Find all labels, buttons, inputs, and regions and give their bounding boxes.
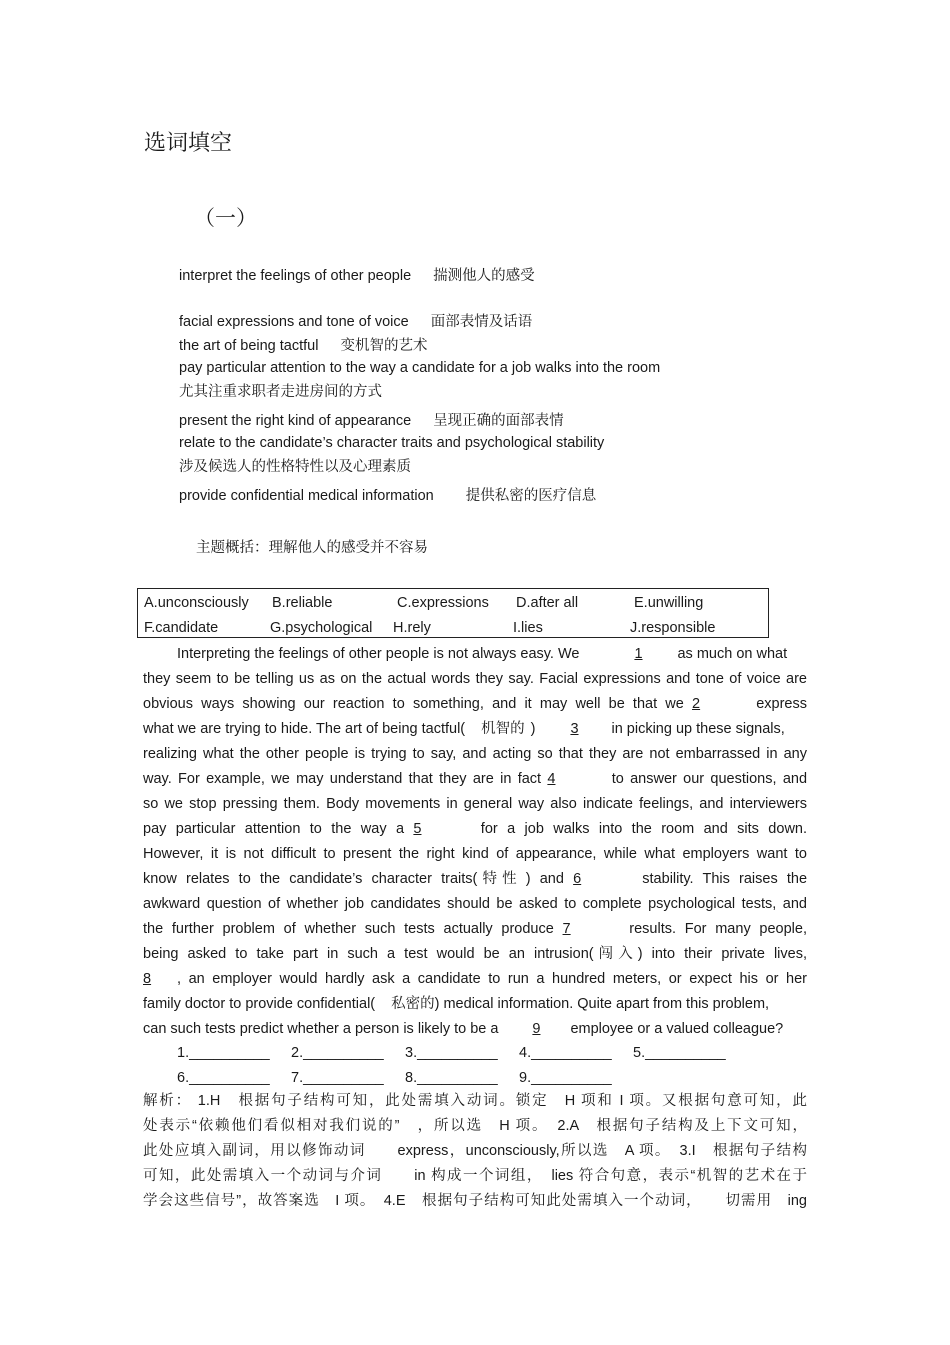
answer-slot[interactable]: 2.__________ [291, 1045, 384, 1061]
blank-3[interactable]: 3 [570, 721, 579, 737]
phrase-english: the art of being tactful [179, 338, 319, 354]
answer-row [177, 1070, 633, 1086]
word-bank [137, 588, 769, 638]
option-d: D.after all [516, 595, 579, 611]
phrase-item [179, 435, 604, 476]
phrase-item [179, 264, 535, 285]
passage-line: 8 , an employer would hardly ask a candidate to run a hundred meters, or expect his or her [143, 967, 807, 992]
passage [143, 642, 807, 1042]
passage-line: way. For example, we may understand that they are in fact 4 to answer our questions, and [143, 767, 807, 792]
phrase-english: facial expressions and tone of voice [179, 314, 409, 330]
option-i: I.lies [513, 620, 543, 636]
option-g: G.psychological [270, 620, 373, 636]
phrase-item [179, 334, 427, 355]
option-f: F.candidate [144, 620, 219, 636]
phrase-english: relate to the candidate’s character traits and psychological stability [179, 435, 605, 451]
phrase-item [179, 310, 532, 331]
passage-line: know relates to the candidate’s character traits(特性 ) and 6 stability. This raises the [143, 867, 807, 892]
explanation-line: 处表示“依赖他们看似相对我们说的” ，所以选 H 项。 2.A 根据句子结构及上下文可知， [143, 1118, 807, 1134]
phrase-chinese: 提供私密的医疗信息 [465, 488, 597, 504]
option-a: A.unconsciously [144, 595, 249, 611]
phrase-chinese: 变机智的艺术 [340, 338, 428, 354]
passage-line: being asked to take part in such a test would be an intrusion(闯入) into their private lives, [143, 946, 807, 962]
blank-7[interactable]: 7 [562, 921, 571, 937]
phrase-chinese: 揣测他人的感受 [433, 268, 535, 284]
passage-line: pay particular attention to the way a 5 for a job walks into the room and sits down. [143, 817, 807, 842]
blank-8[interactable]: 8 [143, 971, 152, 987]
explanation-line: 可知，此处需填入一个动词与介词 in 构成一个词组， lies 符合句意，表示“机智的艺术在于 [143, 1168, 807, 1184]
answer-slot[interactable]: 7.__________ [291, 1070, 384, 1086]
passage-line: However, it is not difficult to present the right kind of appearance, while what employers want to [143, 846, 807, 862]
explanation-line: 学会这些信号”，故答案选 I 项。 4.E 根据句子结构可知此处需填入一个动词， 切需用 ing [143, 1193, 807, 1209]
page-title: 选词填空 [144, 130, 233, 155]
passage-line: so we stop pressing them. Body movements in general way also indicate feelings, and interviewers [143, 796, 807, 812]
blank-1[interactable]: 1 [634, 646, 643, 662]
phrase-item [179, 360, 660, 401]
answer-slot[interactable]: 5.__________ [633, 1045, 726, 1061]
answer-slot[interactable]: 9.__________ [519, 1070, 612, 1086]
theme-summary: 主题概括：理解他人的感受并不容易 [196, 540, 428, 556]
explanation-line: 此处应填入副词，用以修饰动词 express，unconsciously,所以选 A 项。 3.I 根据句子结构 [143, 1143, 807, 1159]
phrase-item [179, 484, 596, 505]
passage-line: the further problem of whether such tests actually produce 7 results. For many people, [143, 917, 807, 942]
option-c: C.expressions [397, 595, 489, 611]
answer-slot[interactable]: 1.__________ [177, 1045, 270, 1061]
passage-line: realizing what the other people is trying to say, and acting so that they are not embarrassed in any [143, 746, 807, 762]
answer-row [177, 1045, 747, 1061]
passage-line: obvious ways showing our reaction to something, and it may well be that we 2 express [143, 692, 807, 717]
blank-2[interactable]: 2 [692, 696, 701, 712]
passage-line: what we are trying to hide. The art of being tactful( 机智的 ) 3 in picking up these signals, [143, 717, 807, 742]
passage-line: can such tests predict whether a person is likely to be a 9 employee or a valued colleague? [143, 1017, 807, 1042]
phrase-english: provide confidential medical information [179, 488, 434, 504]
phrase-item [179, 409, 564, 430]
phrase-chinese: 面部表情及话语 [430, 314, 533, 330]
phrase-english: present the right kind of appearance [179, 413, 412, 429]
option-e: E.unwilling [634, 595, 704, 611]
answer-slot[interactable]: 6.__________ [177, 1070, 270, 1086]
phrase-chinese: 涉及候选人的性格特性以及心理素质 [179, 459, 411, 475]
phrase-chinese: 呈现正确的面部表情 [433, 413, 564, 429]
blank-4[interactable]: 4 [547, 771, 556, 787]
section-heading: （一） [194, 207, 257, 230]
option-h: H.rely [393, 620, 431, 636]
option-b: B.reliable [272, 595, 333, 611]
option-j: J.responsible [630, 620, 716, 636]
answer-slot[interactable]: 3.__________ [405, 1045, 498, 1061]
answer-slot[interactable]: 8.__________ [405, 1070, 498, 1086]
blank-9[interactable]: 9 [532, 1021, 541, 1037]
passage-line: awkward question of whether job candidates should be asked to complete psychological tests, and [143, 896, 807, 912]
passage-line: Interpreting the feelings of other people is not always easy. We 1 as much on what [143, 642, 807, 667]
phrase-chinese: 尤其注重求职者走进房间的方式 [179, 384, 382, 400]
phrase-english: interpret the feelings of other people [179, 268, 412, 284]
blank-5[interactable]: 5 [413, 821, 422, 837]
answer-slot[interactable]: 4.__________ [519, 1045, 612, 1061]
passage-line: family doctor to provide confidential( 私密的) medical information. Quite apart from this problem, [143, 996, 770, 1012]
passage-line: they seem to be telling us as on the actual words they say. Facial expressions and tone of voice are [143, 671, 807, 687]
blank-6[interactable]: 6 [573, 871, 582, 887]
phrase-english: pay particular attention to the way a candidate for a job walks into the room [179, 360, 661, 376]
explanation-line: 解析： 1.H 根据句子结构可知，此处需填入动词。锁定 H 项和 I 项。又根据句意可知，此 [143, 1093, 807, 1109]
explanation [143, 1089, 807, 1214]
